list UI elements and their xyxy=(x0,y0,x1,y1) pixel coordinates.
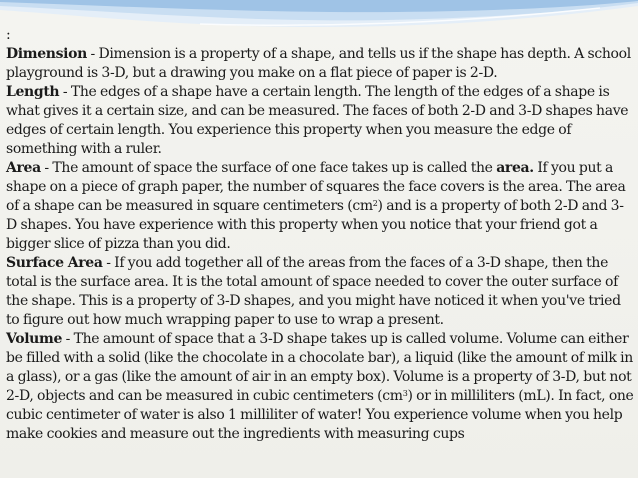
paragraph-surface-area xyxy=(6,254,634,330)
definition-area-part-1: - The amount of space the surface of one face takes up is called the xyxy=(40,160,497,176)
definition-area-part-2: If you put a shape on a piece of graph paper, the number of squares the face covers is the area. The area of a shape can be measured in square centimeters (cm xyxy=(6,160,626,214)
paragraph-volume xyxy=(6,330,634,444)
definition-volume-part-1: - The amount of space that a 3-D shape takes up is called volume. Volume can either be filled with a solid (like the chocolate in a chocolate bar), a liquid (like the amount of milk in a glass), or a gas (like the amount of air in an empty box). Volume is a property of 3-D, but not 2-D, objects and can be measured in cubic centimeters (cm xyxy=(6,331,633,404)
area-superscript: 2 xyxy=(372,199,378,208)
term-area: Area xyxy=(6,160,41,176)
slide-body xyxy=(6,26,634,444)
definition-surface-area: - If you add together all of the areas from the faces of a 3-D shape, then the total is the surface area. It is the total amount of space needed to cover the outer surface of the shape. This is a property of 3-D shapes, and you might have noticed it when you've tried to figure out how much wrapping paper to use to wrap a present. xyxy=(6,255,621,328)
definition-dimension: - Dimension is a property of a shape, and tells us if the shape has depth. A school playground is 3-D, but a drawing you make on a flat piece of paper is 2-D. xyxy=(6,46,631,81)
paragraph-dimension xyxy=(6,45,634,83)
paragraph-length xyxy=(6,83,634,159)
area-bold-word: area. xyxy=(496,160,534,176)
term-length: Length xyxy=(6,84,60,100)
term-volume: Volume xyxy=(6,331,63,347)
term-dimension: Dimension xyxy=(6,46,87,62)
paragraph-area xyxy=(6,159,634,254)
header-colon: : xyxy=(6,27,11,43)
definition-area-part-3: ) and is a property of both 2-D and 3-D shapes. You have experience with this property when you notice that your friend got a bigger slice of pizza than you did. xyxy=(6,198,624,252)
definition-length: - The edges of a shape have a certain length. The length of the edges of a shape is what gives it a certain size, and can be measured. The faces of both 2-D and 3-D shapes have edges of certain length. You experience this property when you measure the edge of something with a ruler. xyxy=(6,84,629,157)
definition-volume-part-2: ) or in milliliters (mL). In fact, one cubic centimeter of water is also 1 milliliter of water! You experience volume when you help make cookies and measure out the ingredients with measuring cups xyxy=(6,388,634,442)
volume-superscript: 3 xyxy=(402,389,408,398)
term-surface-area: Surface Area xyxy=(6,255,103,271)
